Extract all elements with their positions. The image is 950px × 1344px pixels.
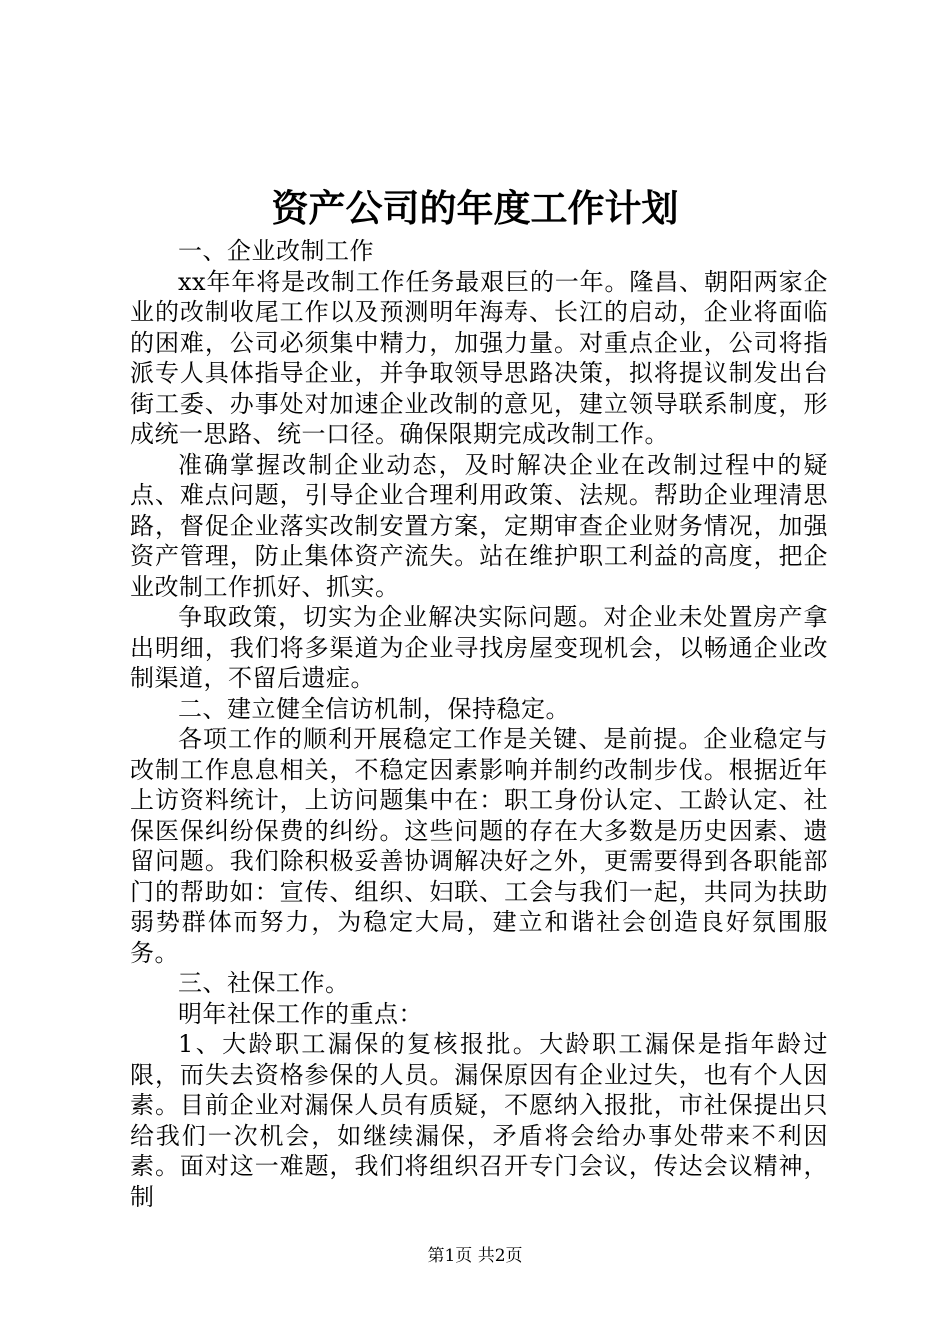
section-heading: 二、建立健全信访机制，保持稳定。	[178, 694, 570, 723]
body-paragraph: 明年社保工作的重点：	[178, 999, 423, 1028]
body-paragraph: 1、大龄职工漏保的复核报批。大龄职工漏保是指年龄过限，而失去资格参保的人员。漏保原因有企业过失，也有个人因素。目前企业对漏保人员有质疑，不愿纳入报批，市社保提出只给我们一次机会，如继续漏保，矛盾将会给办事处带来不利因素。面对这一难题，我们将组织召开专门会议，传达会议精神，制	[130, 1030, 828, 1211]
section-heading: 一、企业改制工作	[178, 237, 374, 265]
section-heading: 三、社保工作。	[178, 969, 350, 997]
body-paragraph: 准确掌握改制企业动态，及时解决企业在改制过程中的疑点、难点问题，引导企业合理利用政策、法规。帮助企业理清思路，督促企业落实改制安置方案，定期审查企业财务情况，加强资产管理，防止集体资产流失。站在维护职工利益的高度，把企业改制工作抓好、抓实。	[130, 450, 828, 601]
document-title: 资产公司的年度工作计划	[271, 186, 679, 230]
body-paragraph: xx年年将是改制工作任务最艰巨的一年。隆昌、朝阳两家企业的改制收尾工作以及预测明年海寿、长江的启动，企业将面临的困难，公司必须集中精力，加强力量。对重点企业，公司将指派专人具体指导企业，并争取领导思路决策，拟将提议制发出台街工委、办事处对加速企业改制的意见，建立领导联系制度，形成统一思路、统一口径。确保限期完成改制工作。	[130, 267, 828, 448]
page-number-footer: 第1页 共2页	[427, 1246, 523, 1266]
body-paragraph: 争取政策，切实为企业解决实际问题。对企业未处置房产拿出明细，我们将多渠道为企业寻找房屋变现机会，以畅通企业改制渠道，不留后遗症。	[130, 603, 828, 692]
document-body	[130, 236, 828, 1212]
body-paragraph: 各项工作的顺利开展稳定工作是关键、是前提。企业稳定与改制工作息息相关，不稳定因素影响并制约改制步伐。根据近年上访资料统计，上访问题集中在：职工身份认定、工龄认定、社保医保纠纷保费的纠纷。这些问题的存在大多数是历史因素、遗留问题。我们除积极妥善协调解决好之外，更需要得到各职能部门的帮助如：宣传、组织、妇联、工会与我们一起，共同为扶助弱势群体而努力，为稳定大局，建立和谐社会创造良好氛围服务。	[130, 725, 828, 967]
